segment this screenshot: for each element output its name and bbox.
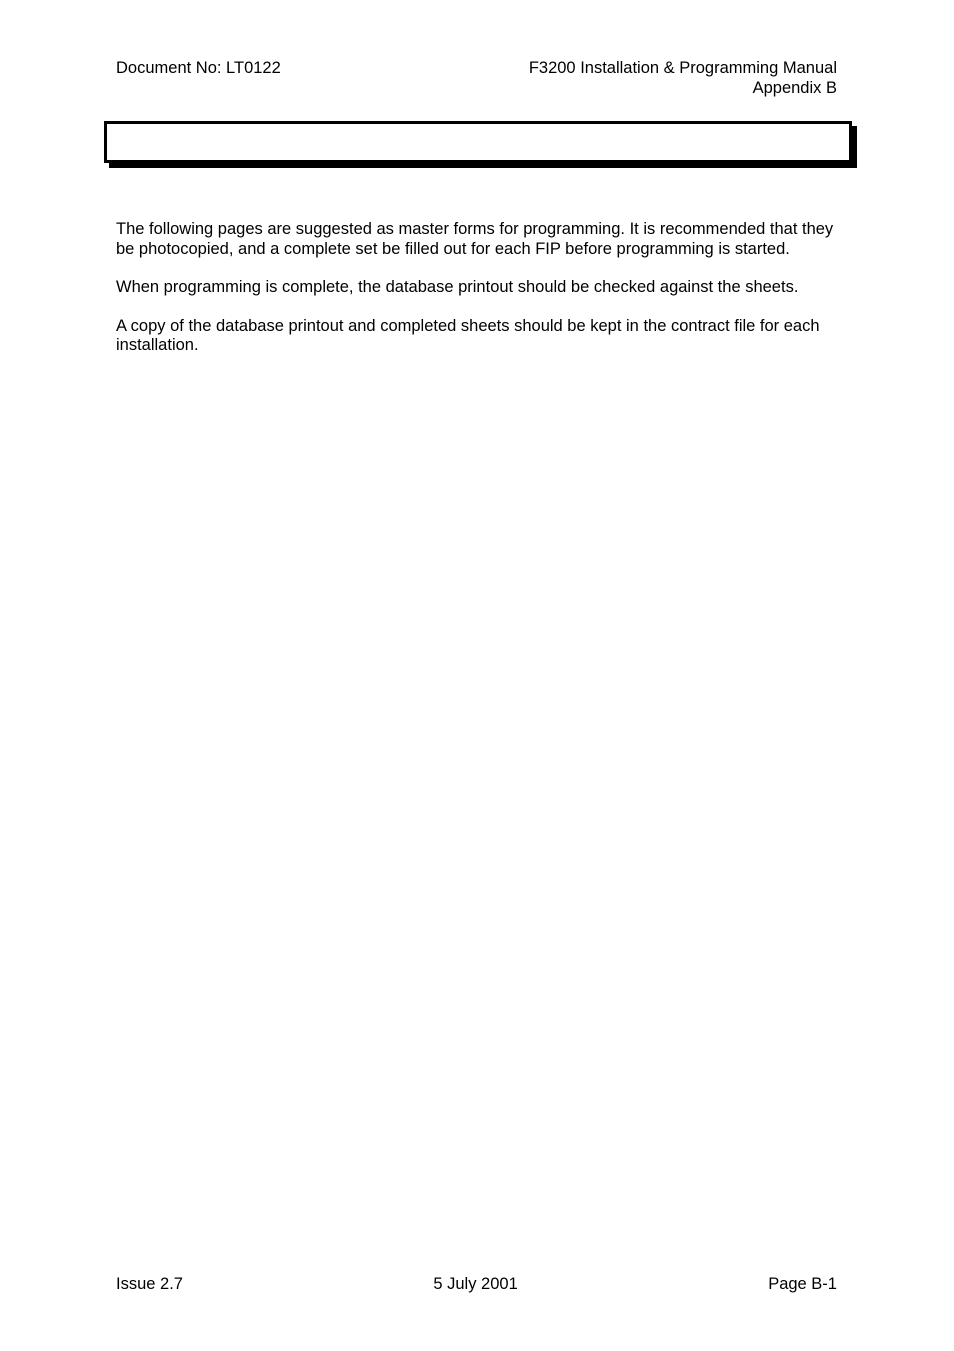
manual-title: F3200 Installation & Programming Manual xyxy=(528,59,837,77)
body-text xyxy=(116,220,838,375)
appendix-label: Appendix B xyxy=(752,79,837,97)
section-title-box xyxy=(104,121,852,163)
issue-number: Issue 2.7 xyxy=(116,1275,183,1293)
page-number: Page B-1 xyxy=(768,1275,837,1293)
paragraph-master-forms: The following pages are suggested as master forms for programming. It is recommended that they be photocopied, and a complete set be filled out for each FIP before programming is started. xyxy=(116,220,834,258)
paragraph-contract-file: A copy of the database printout and completed sheets should be kept in the contract file for each installation. xyxy=(116,316,820,354)
page-header-right xyxy=(529,58,837,98)
issue-date: 5 July 2001 xyxy=(433,1275,518,1293)
document-number: Document No: LT0122 xyxy=(116,59,281,77)
page-footer xyxy=(116,1274,837,1294)
paragraph-database-check: When programming is complete, the database printout should be checked against the sheets. xyxy=(116,278,799,296)
